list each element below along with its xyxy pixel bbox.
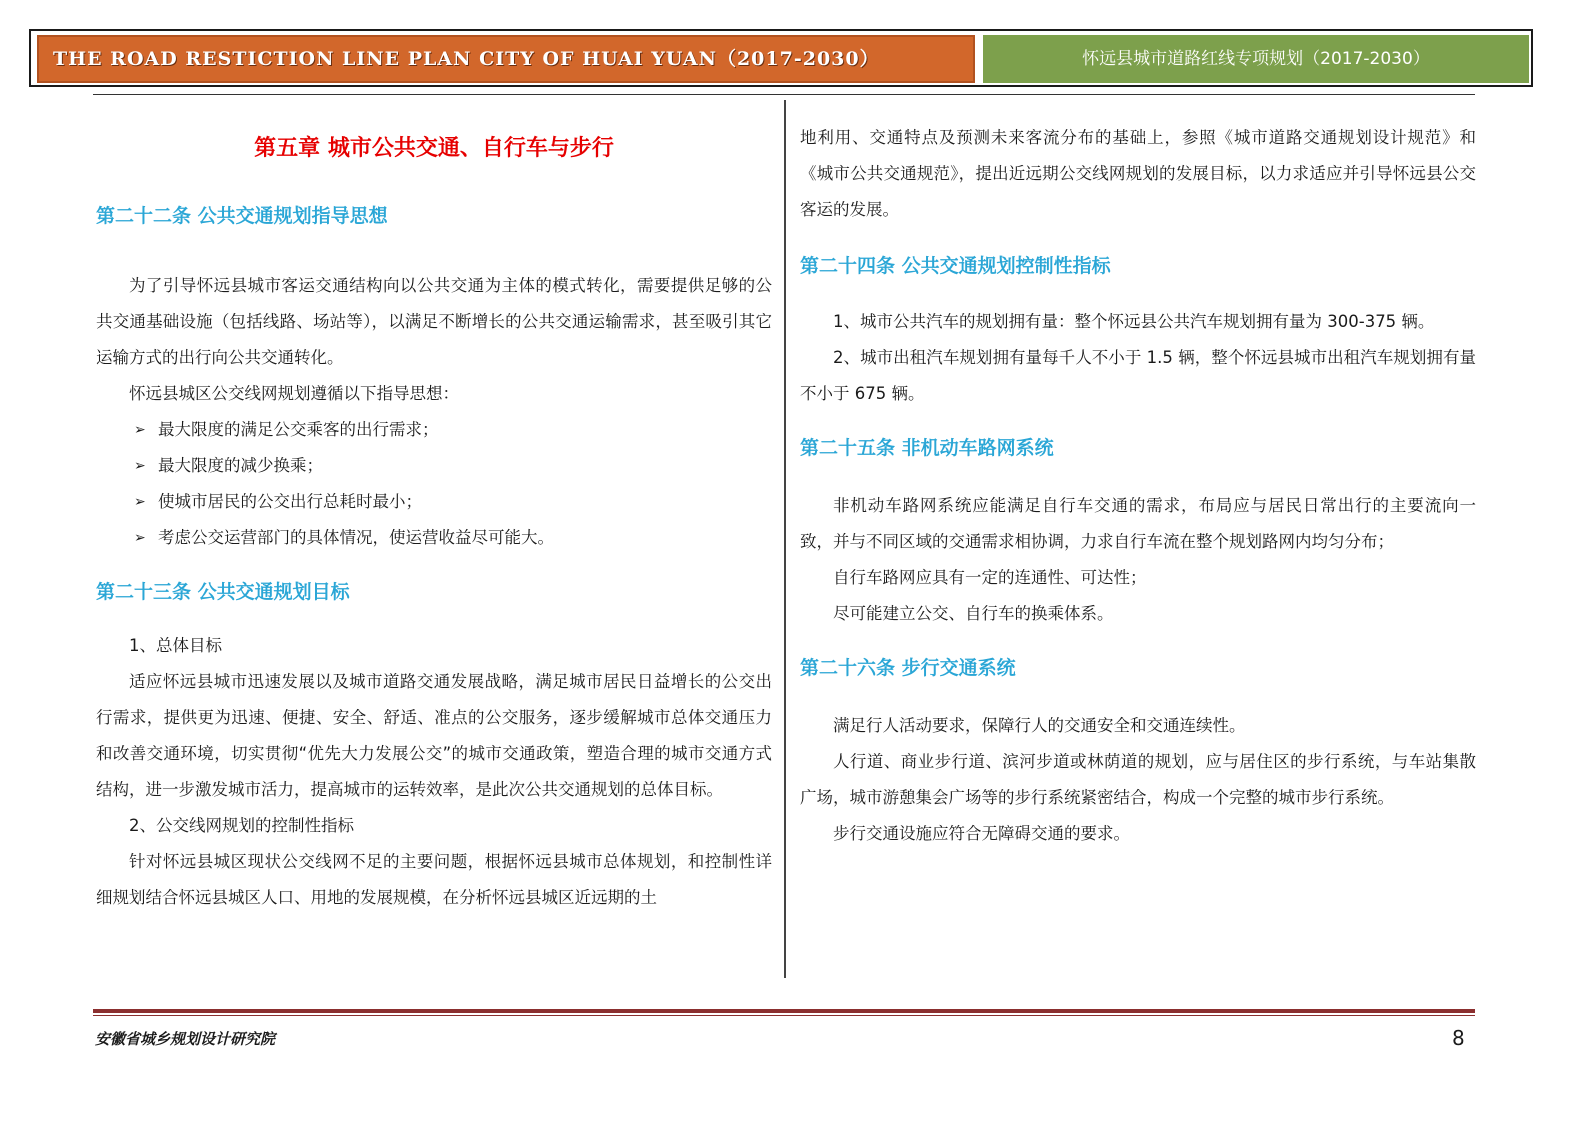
column-divider	[784, 100, 786, 978]
article-23-subheading-1: 1、总体目标	[129, 636, 222, 655]
article-26-paragraph-1: 满足行人活动要求，保障行人的交通安全和交通连续性。	[833, 716, 1246, 735]
article-24-paragraph-1: 1、城市公共汽车的规划拥有量：整个怀远县公共汽车规划拥有量为 300-375 辆。	[833, 312, 1435, 331]
continued-paragraph: 地利用、交通特点及预测未来客流分布的基础上，参照《城市道路交通规划设计规范》和《城市公共交通规范》，提出近远期公交线网规划的发展目标，以力求适应并引导怀远县公交客运的发展。	[800, 128, 1476, 219]
page-number: 8	[1452, 1026, 1465, 1050]
chapter-title: 第五章 城市公共交通、自行车与步行	[254, 136, 614, 161]
article-22-paragraph-2: 怀远县城区公交线网规划遵循以下指导思想：	[129, 384, 459, 403]
bullet-item: ➢ 考虑公交运营部门的具体情况，使运营收益尽可能大。	[96, 520, 772, 556]
top-rule	[93, 94, 1475, 95]
article-23-subheading-2: 2、公交线网规划的控制性指标	[129, 816, 354, 835]
article-26-title: 第二十六条 步行交通系统	[800, 657, 1016, 679]
article-23-paragraph-1: 适应怀远县城市迅速发展以及城市道路交通发展战略，满足城市居民日益增长的公交出行需求，提供更为迅速、便捷、安全、舒适、准点的公交服务，逐步缓解城市总体交通压力和改善交通环境，切实贯彻“优先大力发展公交”的城市交通政策，塑造合理的城市交通方式结构，进一步激发城市活力，提高城市的运转效率，是此次公共交通规划的总体目标。	[96, 672, 772, 799]
bottom-rule-thin	[93, 1015, 1475, 1016]
bullet-item: ➢ 使城市居民的公交出行总耗时最小；	[96, 484, 772, 520]
arrow-bullet-icon: ➢	[134, 458, 146, 474]
left-column	[96, 100, 772, 916]
article-24-paragraph-2: 2、城市出租汽车规划拥有量每千人不小于 1.5 辆，整个怀远县城市出租汽车规划拥有量不小于 675 辆。	[800, 348, 1476, 403]
arrow-bullet-icon: ➢	[134, 422, 146, 438]
bullet-item: ➢ 最大限度的满足公交乘客的出行需求；	[96, 412, 772, 448]
article-23-paragraph-2: 针对怀远县城区现状公交线网不足的主要问题，根据怀远县城市总体规划，和控制性详细规划结合怀远县城区人口、用地的发展规模，在分析怀远县城区近远期的土	[96, 852, 772, 907]
arrow-bullet-icon: ➢	[134, 530, 146, 546]
article-25-paragraph-2: 自行车路网应具有一定的连通性、可达性；	[833, 568, 1147, 587]
article-26-paragraph-3: 步行交通设施应符合无障碍交通的要求。	[833, 824, 1130, 843]
article-24-title: 第二十四条 公共交通规划控制性指标	[800, 255, 1111, 277]
footer-organization: 安徽省城乡规划设计研究院	[95, 1030, 276, 1048]
article-25-paragraph-3: 尽可能建立公交、自行车的换乘体系。	[833, 604, 1114, 623]
right-column	[800, 100, 1476, 852]
article-25-title: 第二十五条 非机动车路网系统	[800, 437, 1054, 459]
chinese-title-banner: 怀远县城市道路红线专项规划（2017-2030）	[983, 35, 1529, 83]
arrow-bullet-icon: ➢	[134, 494, 146, 510]
bullet-item: ➢ 最大限度的减少换乘；	[96, 448, 772, 484]
article-26-paragraph-2: 人行道、商业步行道、滨河步道或林荫道的规划，应与居住区的步行系统，与车站集散广场，城市游憩集会广场等的步行系统紧密结合，构成一个完整的城市步行系统。	[800, 752, 1476, 807]
article-23-title: 第二十三条 公共交通规划目标	[96, 581, 350, 603]
article-22-paragraph-1: 为了引导怀远县城市客运交通结构向以公共交通为主体的模式转化，需要提供足够的公共交通基础设施（包括线路、场站等），以满足不断增长的公共交通运输需求，甚至吸引其它运输方式的出行向公共交通转化。	[96, 276, 772, 367]
bottom-rule	[93, 1009, 1475, 1013]
article-22-title: 第二十二条 公共交通规划指导思想	[96, 205, 388, 227]
article-25-paragraph-1: 非机动车路网系统应能满足自行车交通的需求，布局应与居民日常出行的主要流向一致，并与不同区域的交通需求相协调，力求自行车流在整个规划路网内均匀分布；	[800, 496, 1476, 551]
english-title-banner: THE ROAD RESTICTION LINE PLAN CITY OF HUAI YUAN（2017-2030）	[37, 35, 975, 83]
